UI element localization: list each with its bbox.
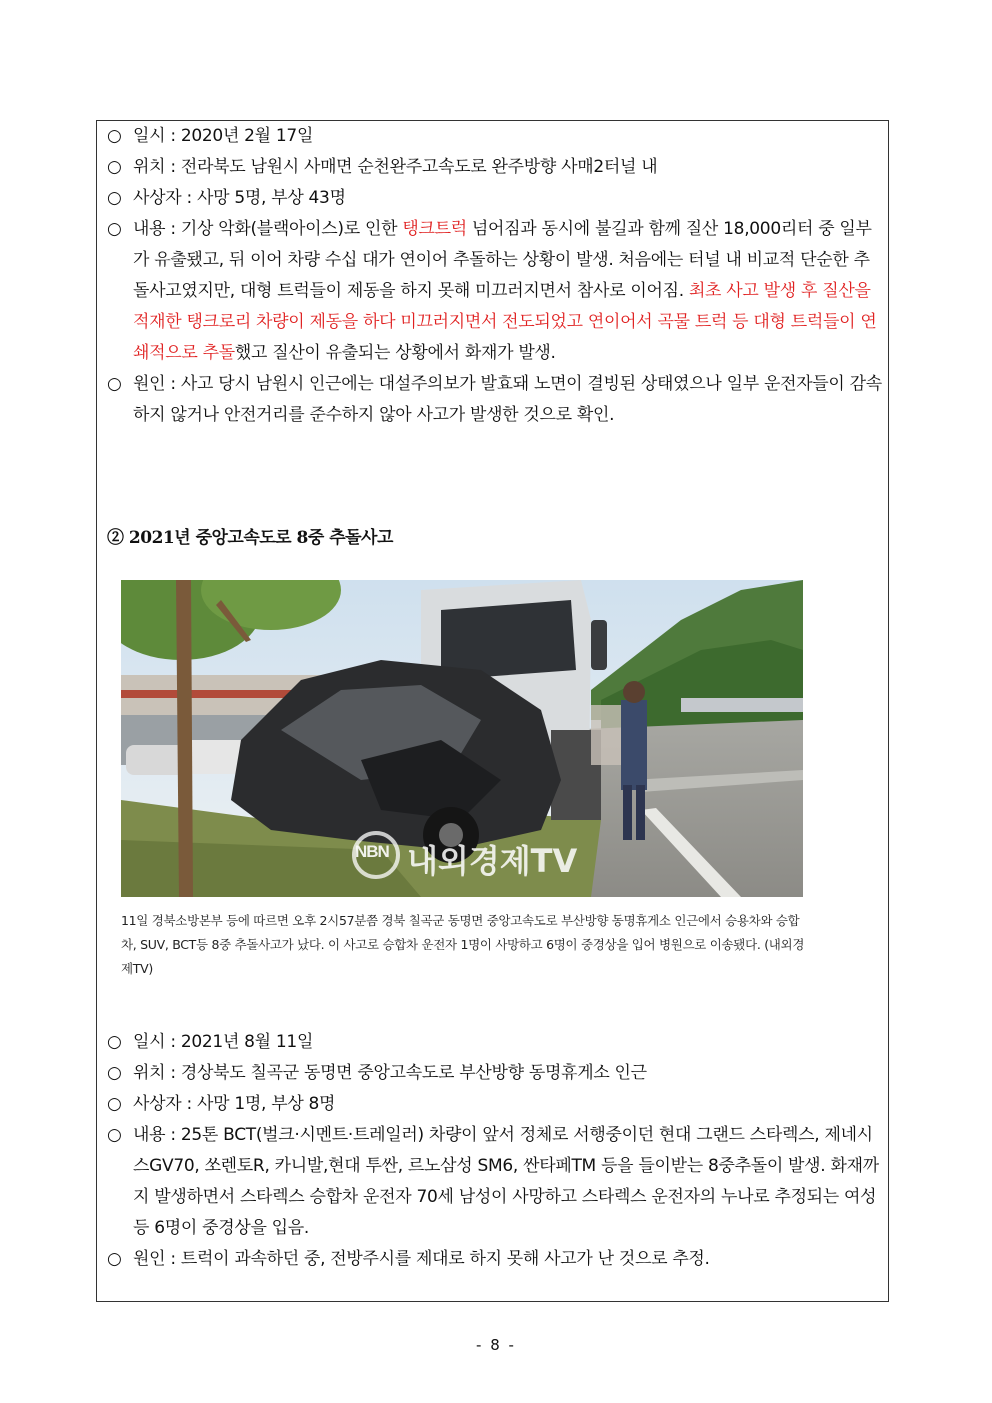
list-item — [107, 121, 882, 152]
photo-caption: 11일 경북소방본부 등에 따르면 오후 2시57분쯤 경북 칠곡군 동명면 중앙고속도로 부산방향 동명휴게소 인근에서 승용차와 승합차, SUV, BCT등 8중 추돌사고가 났다. 이 사고로 승합차 운전자 1명이 사망하고 6명이 중경상을 입어 병원으로 이송됐다. (내외경제TV) — [121, 913, 805, 976]
circle-bullet-icon: ○ — [107, 1032, 122, 1052]
content-part: 내용 : 기상 악화(블랙아이스)로 인한 — [133, 219, 403, 239]
content-part: 했고 질산이 유출되는 상황에서 화재가 발생. — [234, 343, 556, 363]
highlight-text: 탱크트럭 — [402, 219, 467, 239]
list-item — [107, 152, 882, 183]
list-item — [107, 1027, 882, 1058]
watermark-logo: NBN — [355, 842, 389, 861]
circle-bullet-icon: ○ — [107, 157, 122, 177]
circle-bullet-icon: ○ — [107, 1094, 122, 1114]
section-heading: ② 2021년 중앙고속도로 8중 추돌사고 — [107, 528, 393, 548]
list-item — [107, 1244, 882, 1275]
content-text: 내용 : 25톤 BCT(벌크·시멘트·트레일러) 차량이 앞서 정체로 서행중이던 현대 그랜드 스타렉스, 제네시스GV70, 쏘렌토R, 카니발,현대 투싼, 르노삼성 SM6, 싼타페TM 등을 들이받는 8중추돌이 발생. 화재까지 발생하면서 스타렉스 승합차 운전자 70세 남성이 사망하고 스타렉스 운전자의 누나로 추정되는 여성 등 6명이 중경상을 입음. — [133, 1125, 879, 1238]
content-box — [96, 120, 889, 1302]
accident-photo — [121, 580, 803, 897]
page-number: - 8 - — [476, 1336, 516, 1354]
casualties-text: 사상자 : 사망 1명, 부상 8명 — [133, 1094, 336, 1114]
casualties-text: 사상자 : 사망 5명, 부상 43명 — [133, 188, 346, 208]
list-item — [107, 214, 882, 369]
cause-text: 원인 : 사고 당시 남원시 인근에는 대설주의보가 발효돼 노면이 결빙된 상태였으나 일부 운전자들이 감속하지 않거나 안전거리를 준수하지 않아 사고가 발생한 것으로 확인. — [133, 374, 882, 425]
watermark-text: 내외경제TV — [407, 842, 578, 880]
highlight-text: 최초 사고 발생 후 질산을 적재한 탱크로리 차량이 제동을 하다 미끄러지면서 전도되었고 연이어서 곡물 트럭 등 대형 트럭들이 연쇄적으로 추돌 — [133, 281, 877, 363]
circle-bullet-icon: ○ — [107, 1125, 122, 1145]
location-text: 위치 : 경상북도 칠곡군 동명면 중앙고속도로 부산방향 동명휴게소 인근 — [133, 1063, 647, 1083]
circle-bullet-icon: ○ — [107, 374, 122, 394]
circle-bullet-icon: ○ — [107, 188, 122, 208]
circle-bullet-icon: ○ — [107, 219, 122, 239]
list-item — [107, 1089, 882, 1120]
circle-bullet-icon: ○ — [107, 126, 122, 146]
accident-2-details — [107, 1027, 882, 1275]
accident-1-details — [107, 121, 882, 431]
list-item — [107, 1120, 882, 1244]
date-text: 일시 : 2021년 8월 11일 — [133, 1032, 314, 1052]
content-part: 넘어짐과 동시에 불길과 함께 질산 18,000리터 중 일부가 유출됐고, 뒤 이어 차량 수십 대가 연이어 추돌하는 상황이 발생. 처음에는 터널 내 비교적 단순한 추돌사고였지만, 대형 트럭들이 제동을 하지 못해 미끄러지면서 참사로 이어짐. — [133, 219, 872, 301]
list-item — [107, 1058, 882, 1089]
content-text — [133, 219, 876, 363]
circle-bullet-icon: ○ — [107, 1249, 122, 1269]
date-text: 일시 : 2020년 2월 17일 — [133, 126, 314, 146]
cause-text: 원인 : 트럭이 과속하던 중, 전방주시를 제대로 하지 못해 사고가 난 것으로 추정. — [133, 1249, 710, 1269]
list-item — [107, 369, 882, 431]
location-text: 위치 : 전라북도 남원시 사매면 순천완주고속도로 완주방향 사매2터널 내 — [133, 157, 658, 177]
circle-bullet-icon: ○ — [107, 1063, 122, 1083]
list-item — [107, 183, 882, 214]
